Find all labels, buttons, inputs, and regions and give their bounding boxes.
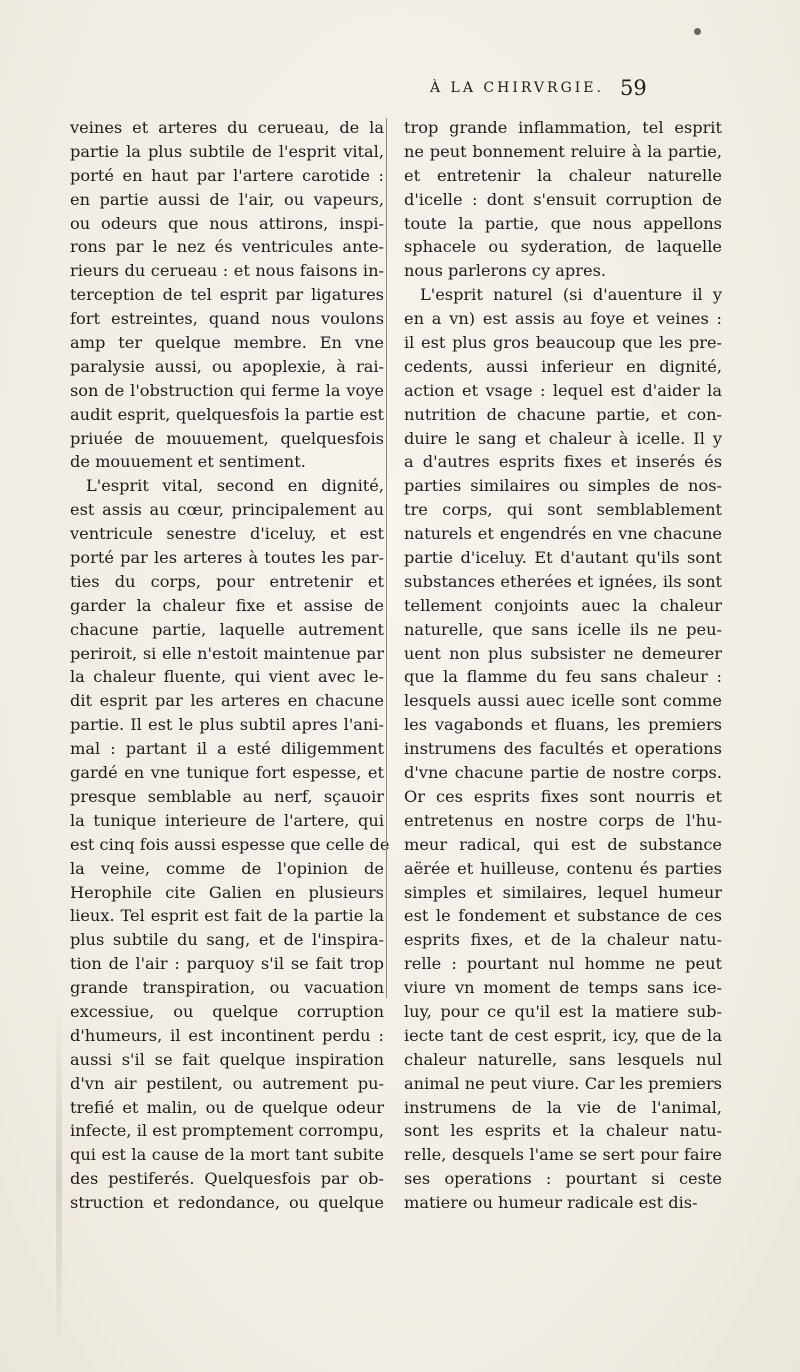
text-line: instrumens de la vie de l'animal,: [404, 1097, 722, 1117]
text-line: partie la plus subtile de l'esprit vital,: [70, 141, 384, 161]
text-line: substances etherées et ignées, ils sont: [404, 571, 722, 591]
text-line: toute la partie, que nous appellons: [404, 213, 722, 233]
text-line: ventricule senestre d'iceluy, et est: [70, 524, 384, 544]
text-line: animal ne peut viure. Car les premiers: [404, 1073, 722, 1093]
page-stain: [56, 1000, 62, 1360]
text-line: porté par les arteres à toutes les par-: [70, 548, 384, 568]
text-line: garder la chaleur fixe et assise de: [70, 595, 384, 615]
text-line: chacune partie, laquelle autrement: [70, 619, 384, 639]
text-line: rieurs du cerueau : et nous faisons in-: [70, 261, 384, 281]
text-line: matiere ou humeur radicale est dis-: [404, 1193, 698, 1213]
text-line: meur radical, qui est de substance: [404, 834, 722, 854]
text-line: d'vne chacune partie de nostre corps.: [404, 763, 722, 783]
text-line: duire le sang et chaleur à icelle. Il y: [404, 428, 722, 448]
text-line: d'humeurs, il est incontinent perdu :: [70, 1025, 384, 1045]
text-line: ne peut bonnement reluire à la partie,: [404, 141, 722, 161]
text-line: presque semblable au nerf, sçauoir: [70, 786, 384, 806]
right-text-column: [404, 116, 722, 1215]
text-line: iecte tant de cest esprit, icy, que de la: [404, 1025, 722, 1045]
running-head: À LA CHIRVRGIE.: [430, 80, 604, 96]
text-line: ou odeurs que nous attirons, inspi-: [70, 213, 384, 233]
text-line: sont les esprits et la chaleur natu-: [404, 1121, 722, 1141]
text-line: action et vsage : lequel est d'aider la: [404, 380, 722, 400]
text-line: Or ces esprits fixes sont nourris et: [404, 786, 722, 806]
text-line: amp ter quelque membre. En vne: [70, 333, 384, 353]
text-line: priuée de mouuement, quelquesfois: [70, 428, 384, 448]
text-line: Herophile cite Galien en plusieurs: [70, 882, 384, 902]
text-line: L'esprit naturel (si d'auenture il y: [420, 285, 722, 305]
text-line: gardé en vne tunique fort espesse, et: [70, 763, 384, 783]
text-line: esprits fixes, et de la chaleur natu-: [404, 930, 722, 950]
text-line: uent non plus subsister ne demeurer: [404, 643, 722, 663]
text-line: tion de l'air : parquoy s'il se fait trop: [70, 954, 384, 974]
text-line: L'esprit vital, second en dignité,: [86, 476, 384, 496]
text-line: nutrition de chacune partie, et con-: [404, 404, 722, 424]
text-line: il est plus gros beaucoup que les pre-: [404, 333, 722, 353]
text-line: et entretenir la chaleur naturelle: [404, 165, 722, 185]
text-line: paralysie aussi, ou apoplexie, à rai-: [70, 356, 384, 376]
text-line: des pestiferés. Quelquesfois par ob-: [70, 1169, 384, 1189]
text-line: naturelle, que sans icelle ils ne peu-: [404, 619, 722, 639]
text-line: ties du corps, pour entretenir et: [70, 571, 384, 591]
text-line: la chaleur fluente, qui vient avec le-: [70, 667, 384, 687]
text-line: trefié et malin, ou de quelque odeur: [70, 1097, 384, 1117]
text-line: nous parlerons cy apres.: [404, 261, 607, 281]
text-line: relle, desquels l'ame se sert pour faire: [404, 1145, 722, 1165]
text-line: tellement conjoints auec la chaleur: [404, 595, 722, 615]
text-line: est cinq fois aussi espesse que celle de: [70, 834, 390, 854]
text-line: luy, pour ce qu'il est la matiere sub-: [404, 1001, 722, 1021]
text-line: la tunique interieure de l'artere, qui: [70, 810, 384, 830]
text-line: de mouuement et sentiment.: [70, 452, 306, 472]
text-line: rons par le nez és ventricules ante-: [70, 237, 384, 257]
text-line: partie d'iceluy. Et d'autant qu'ils sont: [404, 548, 722, 568]
left-text-column: [70, 116, 390, 1215]
text-line: en partie aussi de l'air, ou vapeurs,: [70, 189, 384, 209]
page-number: 59: [620, 76, 647, 100]
text-line: periroit, si elle n'estoit maintenue par: [70, 643, 384, 663]
text-line: plus subtile du sang, et de l'inspira-: [70, 930, 384, 950]
text-line: la veine, comme de l'opinion de: [70, 858, 384, 878]
text-line: partie. Il est le plus subtil apres l'ani-: [70, 715, 384, 735]
text-line: simples et similaires, lequel humeur: [404, 882, 722, 902]
text-line: naturels et engendrés en vne chacune: [404, 524, 722, 544]
text-line: infecte, il est promptement corrompu,: [70, 1121, 384, 1141]
text-line: lieux. Tel esprit est fait de la partie la: [70, 906, 384, 926]
text-line: est le fondement et substance de ces: [404, 906, 722, 926]
text-line: audit esprit, quelquesfois la partie est: [70, 404, 384, 424]
text-line: cedents, aussi inferieur en dignité,: [404, 356, 722, 376]
text-line: entretenus en nostre corps de l'hu-: [404, 810, 722, 830]
text-line: veines et arteres du cerueau, de la: [70, 118, 384, 137]
text-line: aussi s'il se fait quelque inspiration: [70, 1049, 384, 1069]
text-line: d'vn air pestilent, ou autrement pu-: [70, 1073, 384, 1093]
text-line: chaleur naturelle, sans lesquels nul: [404, 1049, 722, 1069]
text-line: porté en haut par l'artere carotide :: [70, 165, 384, 185]
text-line: qui est la cause de la mort tant subite: [70, 1145, 384, 1165]
text-line: lesquels aussi auec icelle sont comme: [404, 691, 722, 711]
ink-spot: [694, 28, 701, 35]
text-line: sphacele ou syderation, de laquelle: [404, 237, 722, 257]
text-line: grande transpiration, ou vacuation: [70, 978, 384, 998]
text-line: les vagabonds et fluans, les premiers: [404, 715, 722, 735]
text-line: excessiue, ou quelque corruption: [70, 1001, 384, 1021]
column-divider: [386, 118, 387, 998]
text-line: viure vn moment de temps sans ice-: [404, 978, 722, 998]
text-line: dit esprit par les arteres en chacune: [70, 691, 384, 711]
text-line: ses operations : pourtant si ceste: [404, 1169, 722, 1189]
text-line: parties similaires ou simples de nos-: [404, 476, 722, 496]
text-line: aërée et huilleuse, contenu és parties: [404, 858, 722, 878]
text-line: en a vn) est assis au foye et veines :: [404, 309, 722, 329]
text-line: struction et redondance, ou quelque: [70, 1193, 384, 1213]
text-line: a d'autres esprits fixes et inserés és: [404, 452, 722, 472]
text-line: mal : partant il a esté diligemment: [70, 739, 384, 759]
text-line: est assis au cœur, principalement au: [70, 500, 384, 520]
text-line: trop grande inflammation, tel esprit: [404, 118, 722, 137]
text-line: tre corps, qui sont semblablement: [404, 500, 722, 520]
text-line: d'icelle : dont s'ensuit corruption de: [404, 189, 722, 209]
text-line: que la flamme du feu sans chaleur :: [404, 667, 722, 687]
text-line: instrumens des facultés et operations: [404, 739, 722, 759]
text-line: relle : pourtant nul homme ne peut: [404, 954, 722, 974]
text-line: fort estreintes, quand nous voulons: [70, 309, 384, 329]
text-line: terception de tel esprit par ligatures: [70, 285, 384, 305]
text-line: son de l'obstruction qui ferme la voye: [70, 380, 384, 400]
